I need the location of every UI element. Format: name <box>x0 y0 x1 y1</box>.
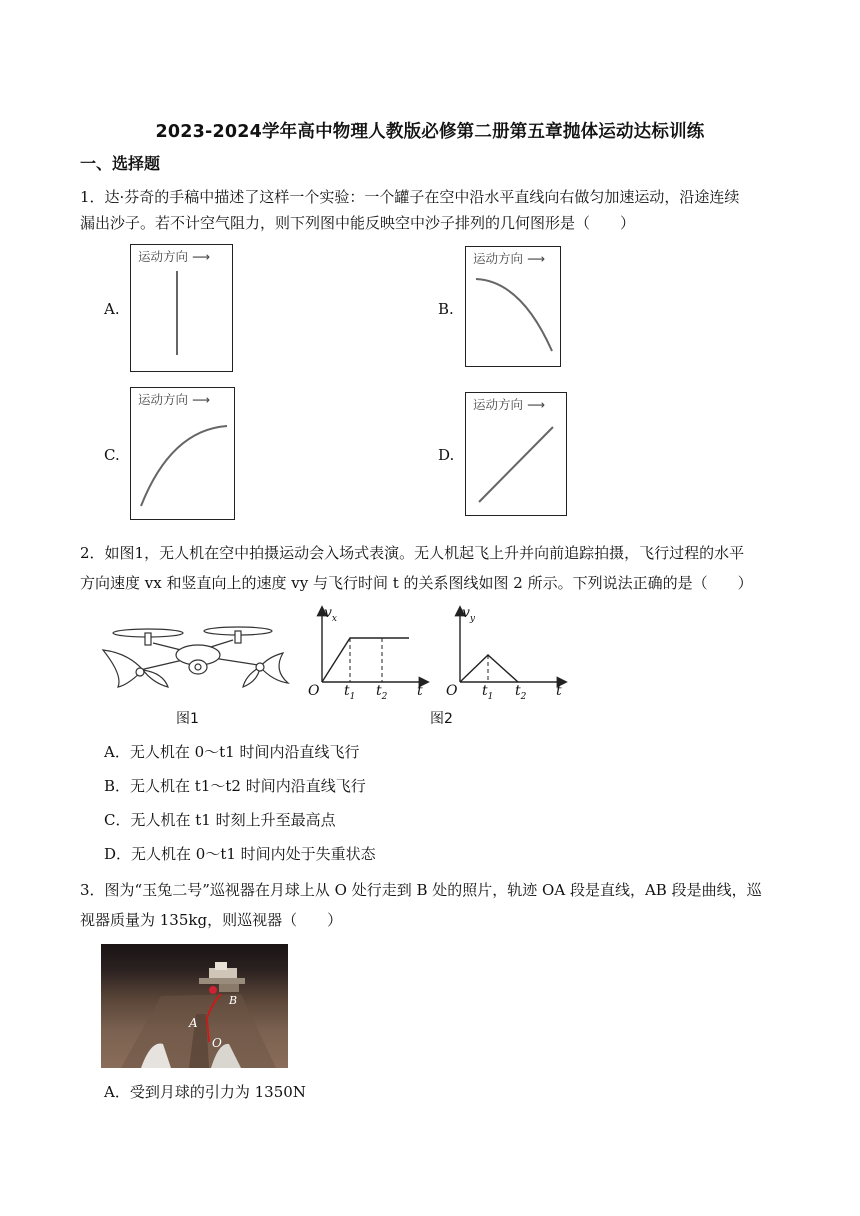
t2-label: $t_2$ <box>515 683 527 702</box>
q1-option-a-label: A. <box>104 300 120 318</box>
section-heading: 一、选择题 <box>80 154 161 173</box>
figure2-caption: 图2 <box>430 711 453 727</box>
page-title: 2023-2024学年高中物理人教版必修第二册第五章抛体运动达标训练 <box>155 122 705 142</box>
drone-illustration <box>98 615 293 695</box>
t2-label: $t_2$ <box>376 683 388 702</box>
t1-label: $t_1$ <box>482 683 494 702</box>
sand-trajectory-vertical <box>131 245 234 373</box>
q1-text-line2: 漏出沙子。若不计空气阻力，则下列图中能反映空中沙子排列的几何图形是（ ） <box>80 214 636 232</box>
q2-option-b: B．无人机在 t1～t2 时间内沿直线飞行 <box>104 777 366 795</box>
vy-axis-label: $v_y$ <box>462 605 476 624</box>
q2-option-c: C．无人机在 t1 时刻上升至最高点 <box>104 811 336 829</box>
q1-option-c-label: C. <box>104 446 120 464</box>
q1-option-a-figure <box>130 244 233 372</box>
motion-direction-label: 运动方向 ⟶ <box>473 251 545 266</box>
origin-label: O <box>446 683 458 699</box>
q2-option-a: A．无人机在 0～t1 时间内沿直线飞行 <box>104 743 360 761</box>
t1-label: $t_1$ <box>344 683 356 702</box>
q1-option-d-label: D. <box>438 446 455 464</box>
sand-trajectory-straight-line <box>466 393 568 517</box>
motion-direction-label: 运动方向 ⟶ <box>138 249 210 264</box>
q1-option-b-label: B. <box>438 300 454 318</box>
q2-text-line2: 方向速度 vx 和竖直向上的速度 vy 与飞行时间 t 的关系图线如图 2 所示。下列说法正确的是（ ） <box>80 574 753 592</box>
sand-trajectory-upward-curve <box>131 388 236 521</box>
q1-text-line1: 1．达·芬奇的手稿中描述了这样一个实验：一个罐子在空中沿水平直线向右做匀加速运动，沿途连续 <box>80 188 740 206</box>
vx-line <box>322 638 409 682</box>
yutu2-rover-photo <box>101 944 288 1068</box>
q2-text-line1: 2．如图1，无人机在空中拍摄运动会入场式表演。无人机起飞上升并向前追踪拍摄，飞行过程的水平 <box>80 544 745 562</box>
q3-option-a: A．受到月球的引力为 1350N <box>104 1083 306 1101</box>
q2-option-d: D．无人机在 0～t1 时间内处于失重状态 <box>104 845 376 863</box>
point-a-label: A <box>189 1016 198 1030</box>
figure1-caption: 图1 <box>176 711 199 727</box>
sand-trajectory-downward-curve <box>466 247 562 368</box>
q3-text-line2: 视器质量为 135kg，则巡视器（ ） <box>80 911 343 929</box>
point-o-label: O <box>212 1036 222 1050</box>
rover-scene <box>101 944 288 1068</box>
q3-text-line1: 3．图为“玉兔二号”巡视器在月球上从 O 处行走到 B 处的照片，轨迹 OA 段是直线，AB 段是曲线，巡 <box>80 881 762 899</box>
vx-axis-label: $v_x$ <box>324 605 337 624</box>
motion-direction-label: 运动方向 ⟶ <box>138 392 210 407</box>
t-axis-label: t <box>417 683 423 699</box>
motion-direction-label: 运动方向 ⟶ <box>473 397 545 412</box>
point-b-label: B <box>229 994 238 1007</box>
q1-option-b-figure <box>465 246 561 367</box>
origin-label: O <box>308 683 320 699</box>
q1-option-c-figure <box>130 387 235 520</box>
vy-line <box>460 655 518 682</box>
t-axis-label: t <box>556 683 562 699</box>
q1-option-d-figure <box>465 392 567 516</box>
